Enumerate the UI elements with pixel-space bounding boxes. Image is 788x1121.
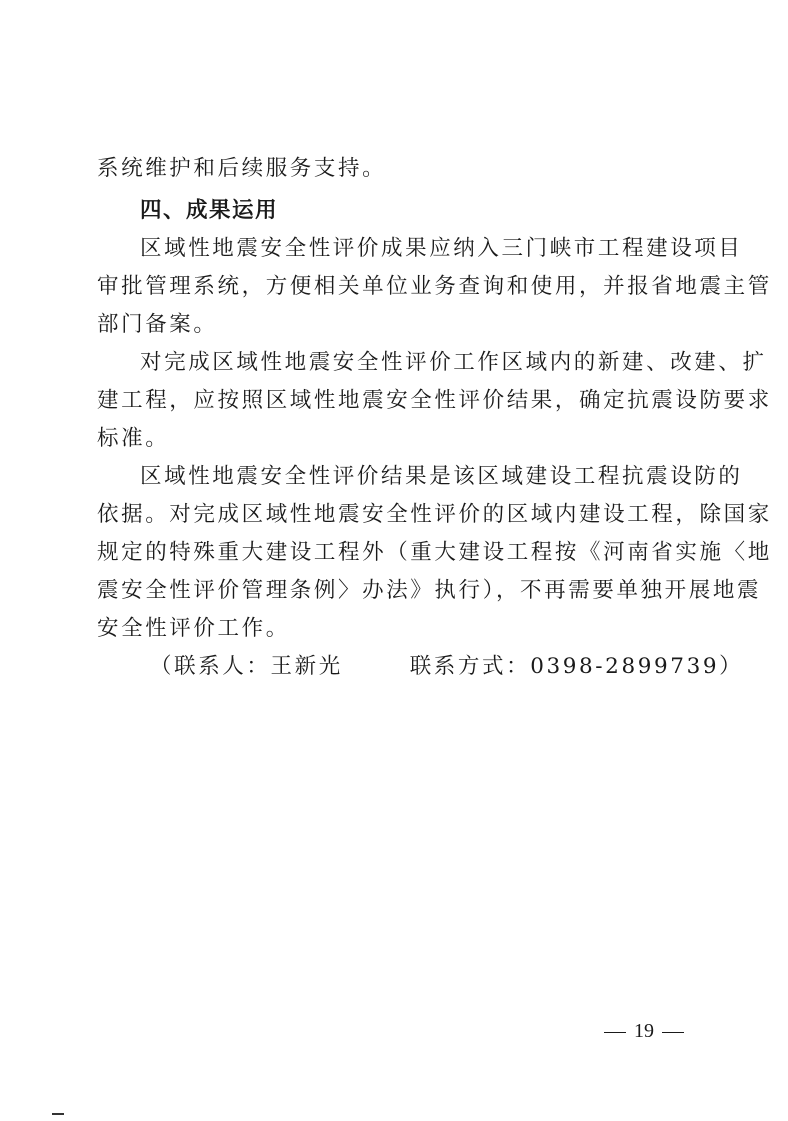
paragraph-line: 安全性评价工作。 <box>97 616 290 641</box>
dash-decoration <box>662 1032 684 1034</box>
paragraph-line: 对完成区域性地震安全性评价工作区域内的新建、改建、扩 <box>140 350 767 375</box>
page-number-value: 19 <box>634 1020 654 1042</box>
paragraph-line: 部门备案。 <box>97 312 218 337</box>
contact-line <box>150 656 750 678</box>
paragraph-line: 依据。对完成区域性地震安全性评价的区域内建设工程，除国家 <box>97 502 772 527</box>
paragraph-line: 建工程，应按照区域性地震安全性评价结果，确定抗震设防要求 <box>97 388 772 413</box>
page-number <box>596 1020 692 1043</box>
scan-mark <box>52 1113 64 1115</box>
paragraph-line: 震安全性评价管理条例〉办法》执行），不再需要单独开展地震 <box>97 578 762 603</box>
paragraph-line: 区域性地震安全性评价结果是该区域建设工程抗震设防的 <box>140 464 743 489</box>
paragraph-line: 标准。 <box>97 426 170 451</box>
paragraph-line: 系统维护和后续服务支持。 <box>97 156 387 181</box>
paragraph-line: 规定的特殊重大建设工程外（重大建设工程按《河南省实施〈地 <box>97 540 772 565</box>
contact-method: 联系方式：0398-2899739） <box>409 654 744 679</box>
dash-decoration <box>604 1032 626 1034</box>
contact-person: （联系人：王新光 <box>150 654 343 679</box>
section-heading: 四、成果运用 <box>140 198 279 223</box>
paragraph-line: 区域性地震安全性评价成果应纳入三门峡市工程建设项目 <box>140 236 743 261</box>
paragraph-line: 审批管理系统，方便相关单位业务查询和使用，并报省地震主管 <box>97 274 772 299</box>
